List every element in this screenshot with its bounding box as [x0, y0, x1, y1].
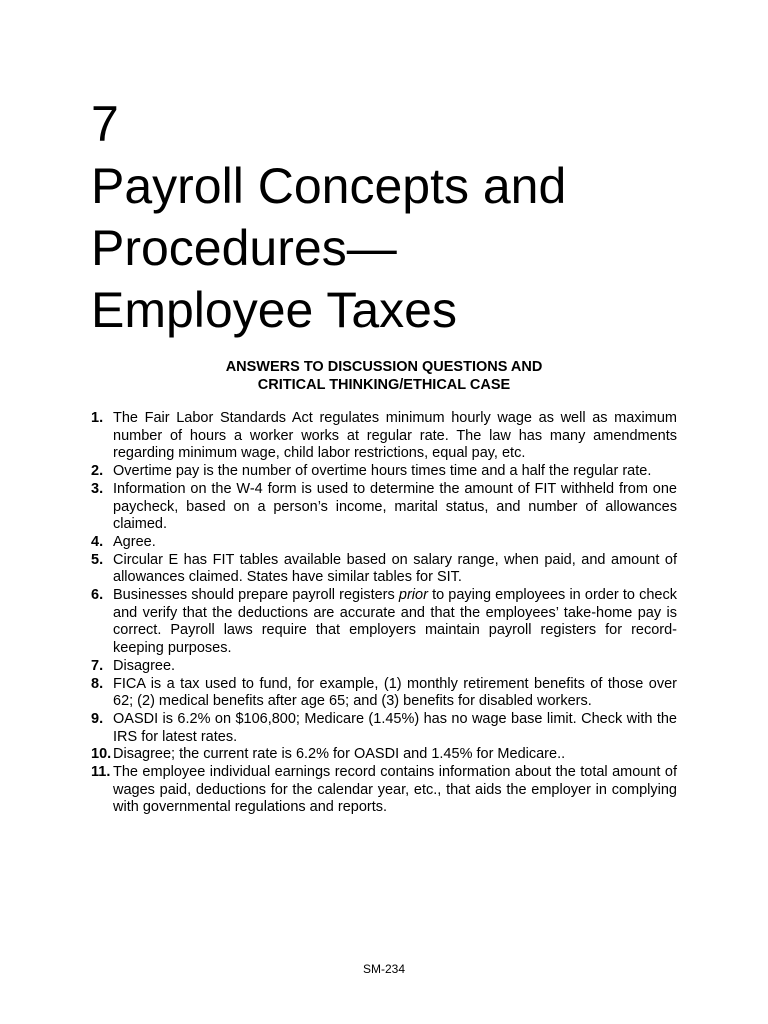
answer-item [91, 711, 677, 746]
answer-number: 2. [91, 463, 104, 480]
answer-number: 5. [91, 551, 104, 568]
answer-text: Agree. [113, 533, 156, 550]
answer-number: 9. [91, 710, 104, 727]
answer-number: 3. [91, 480, 104, 497]
chapter-title-line: Procedures— [91, 220, 397, 276]
answer-text: The Fair Labor Standards Act regulates minimum hourly wage as well as maximum number of hours a worker works at regular rate. The law has many amendments regarding minimum wage, child labor restrictions, equal pay, etc. [113, 410, 677, 462]
answer-number: 6. [91, 587, 104, 604]
answer-list [91, 410, 677, 817]
section-heading [91, 358, 677, 394]
chapter-title-line: Employee Taxes [91, 282, 457, 338]
answer-number: 1. [91, 410, 104, 426]
answer-item [91, 534, 677, 552]
answer-text: Information on the W-4 form is used to determine the amount of FIT withheld from one paycheck, based on a person’s income, marital status, and number of allowances claimed. [113, 480, 677, 533]
chapter-title-line: Payroll Concepts and [91, 158, 567, 214]
answer-text [113, 587, 677, 658]
answer-text: Disagree; the current rate is 6.2% for OASDI and 1.45% for Medicare.. [113, 746, 566, 763]
page-number: SM-234 [362, 962, 406, 976]
answer-item [91, 463, 677, 481]
answer-text: The employee individual earnings record contains information about the total amount of wages paid, deductions for the calendar year, etc., that aids the employer in complying with governmental regulations and reports. [113, 764, 677, 816]
section-heading-line: ANSWERS TO DISCUSSION QUESTIONS AND [225, 359, 543, 375]
answer-number: 8. [91, 675, 104, 692]
answer-text-part: Businesses should prepare payroll registers [113, 587, 399, 604]
section-heading-line: CRITICAL THINKING/ETHICAL CASE [257, 377, 511, 393]
answer-number: 7. [91, 657, 104, 674]
answer-item [91, 746, 677, 764]
answer-item [91, 764, 677, 817]
answer-text: Disagree. [113, 657, 176, 674]
answer-text-part: to paying employees in order to check and verify that the deductions are accurate and that the employees’ take-home pay is correct. Payroll laws require that employers maintain payroll registers for record-keeping purposes. [113, 587, 677, 657]
answer-text: OASDI is 6.2% on $106,800; Medicare (1.45%) has no wage base limit. Check with the IRS for latest rates. [113, 710, 677, 745]
answer-number: 10. [91, 746, 112, 763]
answer-item [91, 410, 677, 463]
answer-item [91, 481, 677, 534]
answer-text: FICA is a tax used to fund, for example, (1) monthly retirement benefits of those over 62; (2) medical benefits after age 65; and (3) benefits for disabled workers. [113, 675, 677, 710]
answer-text: Overtime pay is the number of overtime hours times time and a half the regular rate. [113, 463, 652, 480]
chapter-number: 7 [91, 96, 119, 152]
answer-text: Circular E has FIT tables available based on salary range, when paid, and amount of allowances claimed. States have similar tables for SIT. [113, 551, 677, 586]
answer-number: 11. [91, 764, 111, 781]
chapter-title [91, 155, 691, 341]
answer-item [91, 552, 677, 587]
answer-text-emphasis: prior [398, 587, 428, 604]
answer-item [91, 587, 677, 658]
answer-number: 4. [91, 533, 104, 550]
answer-item [91, 658, 677, 676]
answer-item [91, 676, 677, 711]
